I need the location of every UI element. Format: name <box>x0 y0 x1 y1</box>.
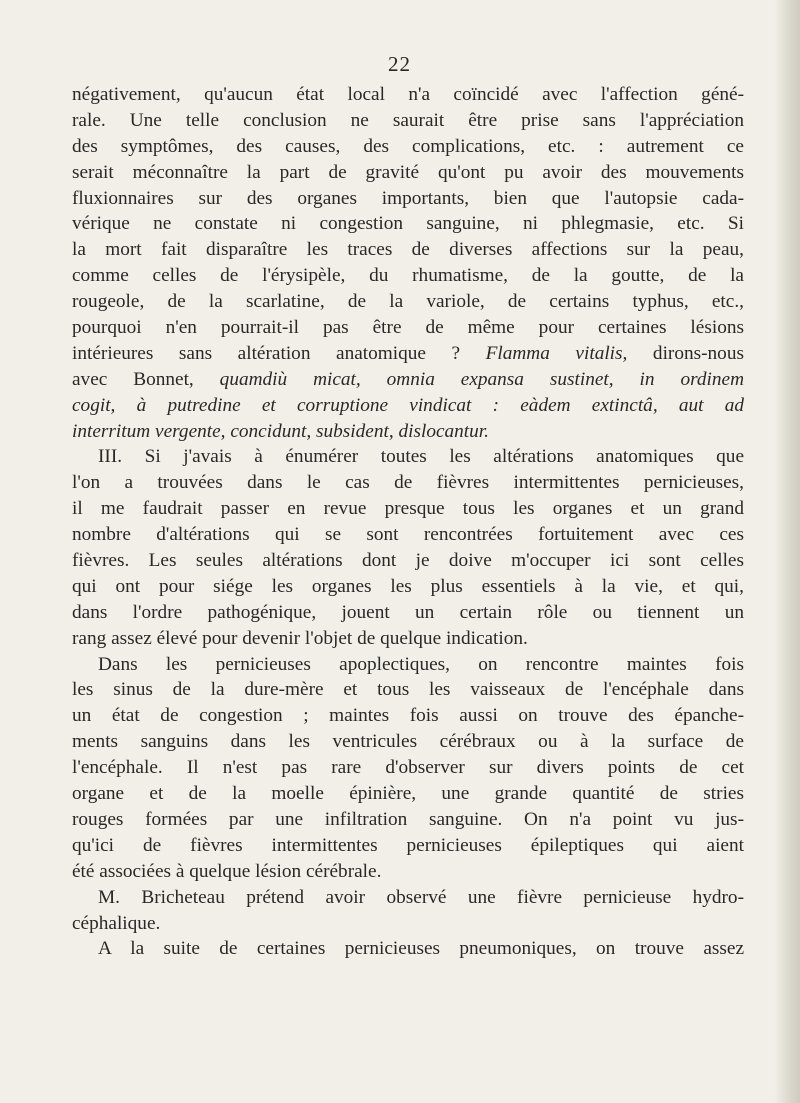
text-run: serait méconnaître la part de gravité qu'ont pu avoir des mouvements <box>72 161 744 183</box>
text-line <box>72 419 744 445</box>
text-run: céphalique. <box>72 912 161 934</box>
text-run: dans l'ordre pathogénique, jouent un certain rôle ou tiennent un <box>72 601 744 623</box>
text-line <box>72 263 744 289</box>
text-run: dirons-nous <box>652 342 744 364</box>
text-run: A la suite de certaines pernicieuses pneumoniques, on trouve assez <box>98 938 744 960</box>
text-line <box>72 393 744 419</box>
text-run: l'on a trouvées dans le cas de fièvres intermittentes pernicieuses, <box>72 472 744 494</box>
text-line <box>72 367 744 393</box>
text-line <box>72 548 744 574</box>
text-line <box>72 82 744 108</box>
text-run: Dans les pernicieuses apoplectiques, on rencontre maintes fois <box>98 653 744 675</box>
text-line <box>72 237 744 263</box>
text-line <box>72 729 744 755</box>
text-line <box>72 626 744 652</box>
text-line <box>72 160 744 186</box>
text-run: l'encéphale. Il n'est pas rare d'observer sur divers points de cet <box>72 757 744 779</box>
text-line <box>72 755 744 781</box>
text-line <box>72 936 744 962</box>
text-line <box>72 677 744 703</box>
text-run: fièvres. Les seules altérations dont je doive m'occuper ici sont celles <box>72 550 744 572</box>
italic-latin-run: Flamma vitalis, <box>485 342 628 364</box>
text-run: ments sanguins dans les ventricules cérébraux ou à la surface de <box>72 731 744 753</box>
text-run: rouges formées par une infiltration sanguine. On n'a point vu jus- <box>72 808 744 830</box>
italic-latin-run: interritum vergente, concidunt, subsident, dislocantur. <box>72 420 489 442</box>
text-line <box>72 574 744 600</box>
italic-latin-run: quamdiù micat, omnia expansa sustinet, in ordinem <box>219 368 744 390</box>
text-line <box>72 496 744 522</box>
text-line <box>72 211 744 237</box>
text-run: la mort fait disparaître les traces de diverses affections sur la peau, <box>72 239 744 261</box>
text-run: avec Bonnet, <box>72 368 194 390</box>
italic-latin-run: cogit, à putredine et corruptione vindicat : eàdem extinctâ, aut ad <box>72 394 744 416</box>
text-run: vérique ne constate ni congestion sanguine, ni phlegmasie, etc. Si <box>72 213 744 235</box>
text-run: des symptômes, des causes, des complications, etc. : autrement ce <box>72 135 744 157</box>
text-run: un état de congestion ; maintes fois aussi on trouve des épanche- <box>72 705 744 727</box>
text-run: qu'ici de fièvres intermittentes pernicieuses épileptiques qui aient <box>72 834 744 856</box>
text-line <box>72 186 744 212</box>
text-line <box>72 859 744 885</box>
text-line <box>72 885 744 911</box>
text-run: les sinus de la dure-mère et tous les vaisseaux de l'encéphale dans <box>72 679 744 701</box>
text-run: fluxionnaires sur des organes importants, bien que l'autopsie cada- <box>72 187 744 209</box>
text-line <box>72 470 744 496</box>
text-line <box>72 833 744 859</box>
text-line <box>72 652 744 678</box>
text-line <box>72 341 744 367</box>
text-line <box>72 703 744 729</box>
text-line <box>72 108 744 134</box>
text-run: rang assez élevé pour devenir l'objet de quelque indication. <box>72 627 528 649</box>
text-line <box>72 315 744 341</box>
text-line <box>72 444 744 470</box>
text-line <box>72 600 744 626</box>
text-run: rougeole, de la scarlatine, de la variole, de certains typhus, etc., <box>72 291 744 313</box>
text-run: rale. Une telle conclusion ne saurait être prise sans l'appréciation <box>72 109 744 131</box>
text-run: M. Bricheteau prétend avoir observé une fièvre pernicieuse hydro- <box>98 886 744 908</box>
text-line <box>72 522 744 548</box>
text-run: comme celles de l'érysipèle, du rhumatisme, de la goutte, de la <box>72 265 744 287</box>
page-edge-shadow <box>774 0 800 1103</box>
text-run: été associées à quelque lésion cérébrale. <box>72 860 382 882</box>
text-run: III. Si j'avais à énumérer toutes les altérations anatomiques que <box>98 446 744 468</box>
text-run: intérieures sans altération anatomique ? <box>72 342 461 364</box>
text-run: il me faudrait passer en revue presque tous les organes et un grand <box>72 498 744 520</box>
text-line <box>72 807 744 833</box>
text-line <box>72 911 744 937</box>
text-run: organe et de la moelle épinière, une grande quantité de stries <box>72 783 744 805</box>
text-run: qui ont pour siége les organes les plus essentiels à la vie, et qui, <box>72 575 744 597</box>
body-text <box>72 82 744 962</box>
text-run: négativement, qu'aucun état local n'a coïncidé avec l'affection géné- <box>72 84 744 105</box>
text-run: pourquoi n'en pourrait-il pas être de même pour certaines lésions <box>72 317 744 339</box>
page-number: 22 <box>388 52 411 76</box>
text-line <box>72 289 744 315</box>
text-line <box>72 781 744 807</box>
text-run: nombre d'altérations qui se sont rencontrées fortuitement avec ces <box>72 524 744 546</box>
text-line <box>72 134 744 160</box>
